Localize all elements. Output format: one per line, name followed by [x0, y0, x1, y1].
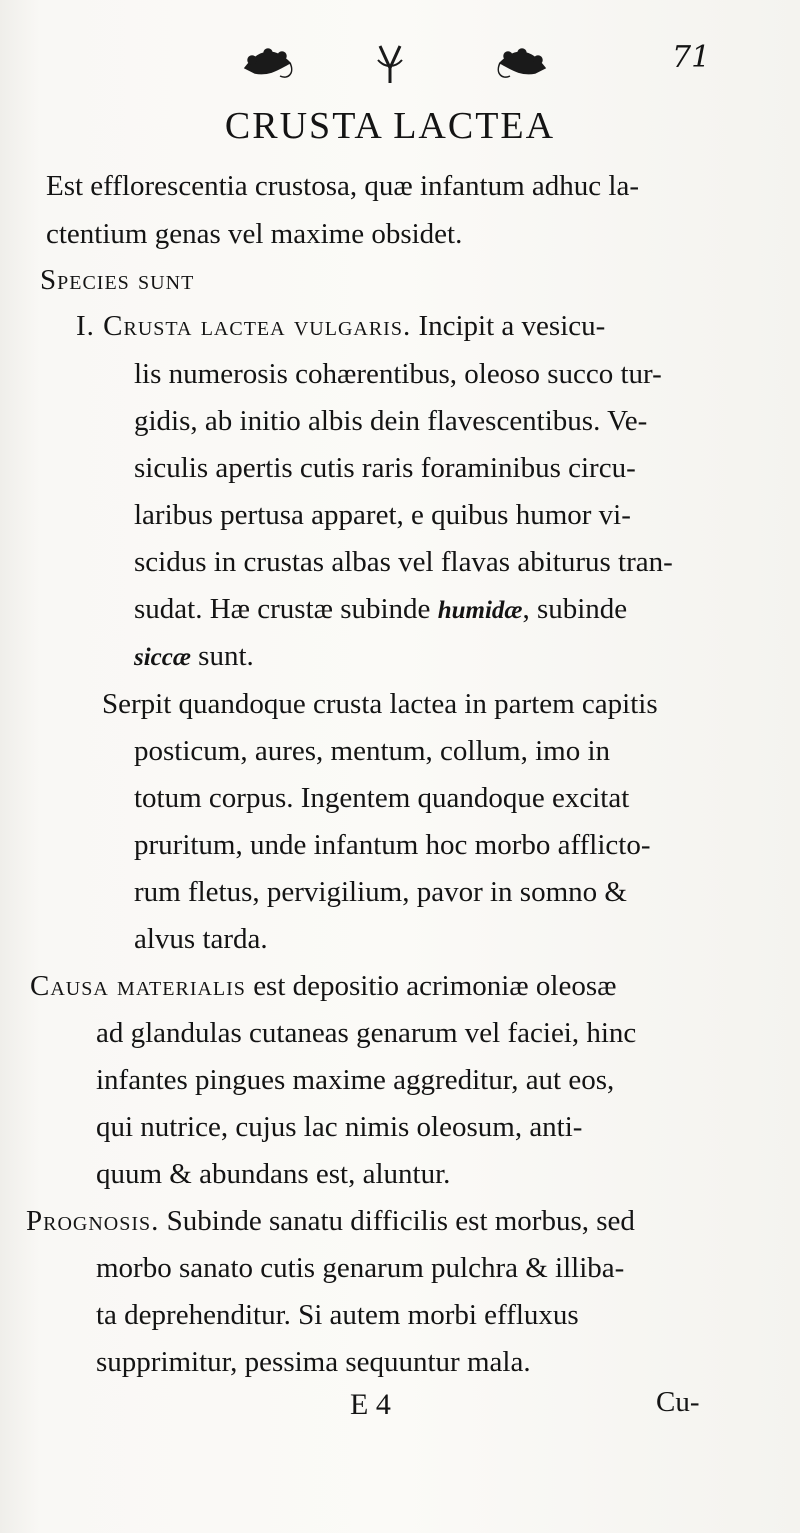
text-span: sudat. Hæ crustæ subinde — [134, 593, 438, 625]
text-line: alvus tarda. — [134, 923, 268, 955]
text-line: Est efflorescentia crustosa, quæ infantum adhuc la- — [46, 170, 639, 202]
catchword: Cu- — [656, 1386, 700, 1418]
text-line: ad glandulas cutaneas genarum vel faciei, hinc — [96, 1017, 637, 1049]
text-line — [134, 638, 254, 676]
text-line: totum corpus. Ingentem quandoque excitat — [134, 782, 630, 814]
text-line: ctentium genas vel maxime obsidet. — [46, 218, 463, 250]
text-line: quum & abundans est, aluntur. — [96, 1158, 451, 1190]
section-heading: Prognosis. — [26, 1205, 160, 1237]
text-line: gidis, ab initio albis dein flavescentibus. Ve- — [134, 405, 648, 437]
text-line: supprimitur, pessima sequuntur mala. — [96, 1346, 531, 1378]
text-line: qui nutrice, cujus lac nimis oleosum, anti- — [96, 1111, 583, 1143]
text-line: posticum, aures, mentum, collum, imo in — [134, 735, 611, 767]
italic-term: humidæ — [437, 597, 523, 624]
text-line — [30, 968, 616, 1004]
text-line — [134, 591, 627, 629]
text-line: infantes pingues maxime aggreditur, aut eos, — [96, 1064, 615, 1096]
text-line: laribus pertusa apparet, e quibus humor vi- — [134, 499, 631, 531]
signature-mark: E 4 — [350, 1388, 391, 1421]
text-span: est depositio acrimoniæ oleosæ — [245, 970, 617, 1002]
text-line: rum fletus, pervigilium, pavor in somno & — [134, 876, 627, 908]
section-heading: Causa materialis — [30, 970, 246, 1002]
page-title: CRUSTA LACTEA — [224, 105, 556, 147]
text-span: sunt. — [190, 640, 254, 672]
text-line: ta deprehenditur. Si autem morbi effluxus — [96, 1299, 579, 1331]
text-line: morbo sanato cutis genarum pulchra & illiba- — [96, 1252, 625, 1284]
page-number: 71 — [672, 40, 711, 75]
text-line: Species sunt — [40, 264, 195, 296]
text-line: scidus in crustas albas vel flavas abiturus tran- — [134, 546, 673, 578]
italic-term: siccæ — [134, 644, 191, 671]
text-line — [76, 308, 605, 344]
text-span: , subinde — [522, 593, 628, 625]
text-span: Subinde sanatu difficilis est morbus, sed — [159, 1205, 635, 1237]
text-line: siculis apertis cutis raris foraminibus circu- — [134, 452, 636, 484]
section-heading: I. Crusta lactea vulgaris. — [76, 310, 412, 342]
text-line: Serpit quandoque crusta lactea in partem capitis — [102, 688, 658, 720]
text-line: lis numerosis cohærentibus, oleoso succo tur- — [134, 358, 662, 390]
text-line: pruritum, unde infantum hoc morbo afflicto- — [134, 829, 651, 861]
text-line — [26, 1203, 635, 1239]
floral-ornament-icon — [240, 38, 550, 88]
text-span: Incipit a vesicu- — [411, 310, 606, 342]
